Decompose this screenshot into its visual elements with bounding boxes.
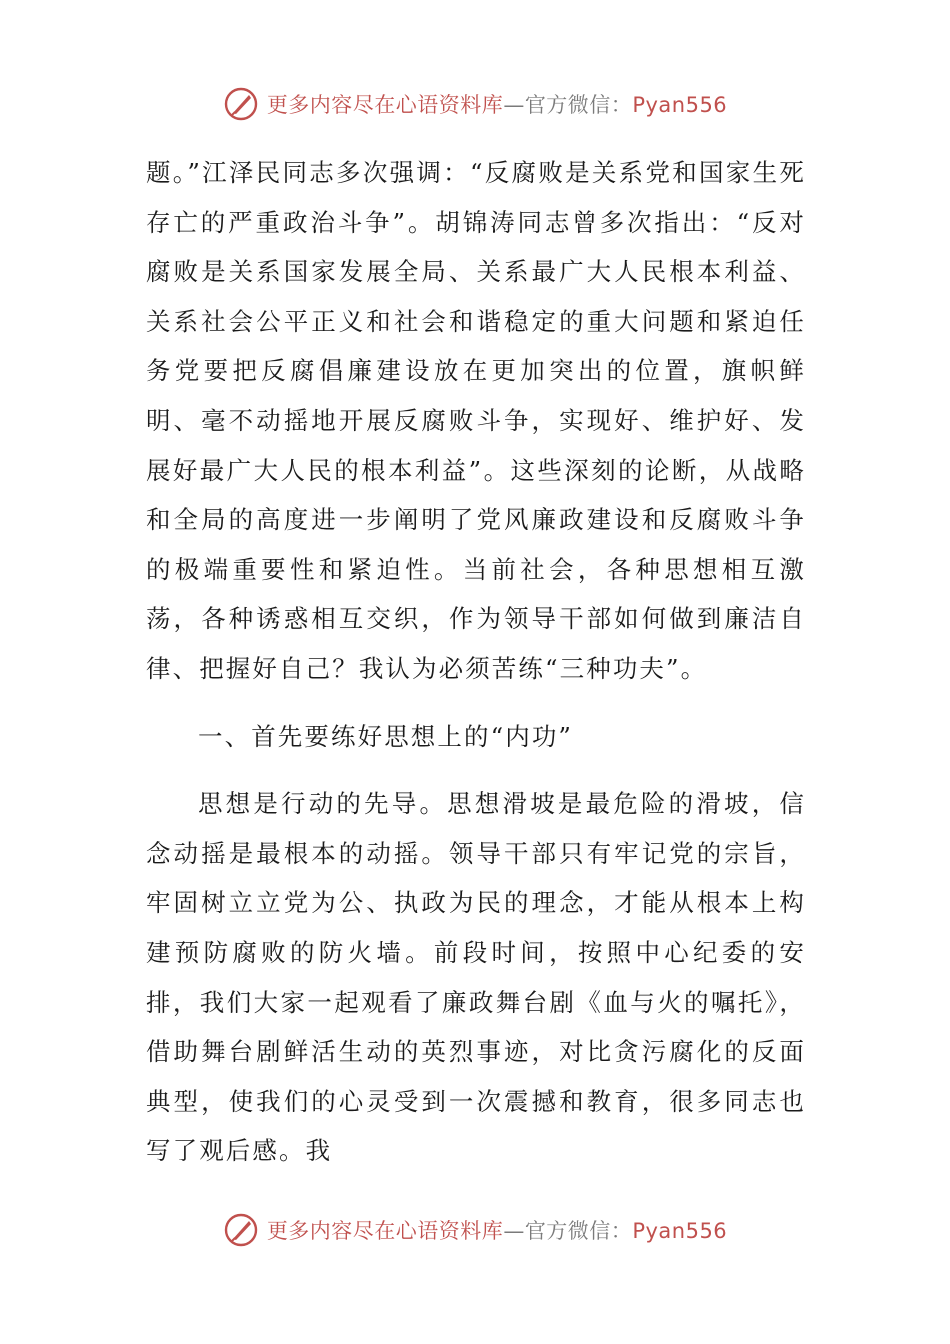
paragraph-2-line: 腐败的防火墙。前段时间，按照中心纪委的安排，我们大 [146, 937, 806, 1017]
header-banner [0, 82, 950, 126]
paragraph-1-line: 不动摇地开展反腐败斗争，实现好、维护好、发展好最广 [146, 405, 806, 485]
document-body [146, 148, 806, 1176]
paragraph-1-line: 对腐败是关系国家发展全局、关系最广大人民根本利益、 [146, 207, 806, 287]
paragraph-1-line: 我认为必须苦练“三种功夫”。 [358, 653, 708, 683]
paragraph-2-line: 树立立党为公、执政为民的理念，才能从根本上构建预防 [146, 888, 806, 967]
paragraph-1-line: 高度进一步阐明了党风廉政建设和反腐败斗争的极端重要 [146, 505, 806, 584]
section-heading: 一、首先要练好思想上的“内功” [198, 721, 574, 751]
footer-banner [0, 1208, 950, 1252]
footer-wechat-label: 官方微信： [524, 1219, 633, 1243]
paragraph-2-line: 的心灵受到一次震撼和教育，很多同志也写了观后感。我 [146, 1086, 806, 1166]
paragraph-2-line: 动摇是最根本的动摇。领导干部只有牢记党的宗旨，牢固 [146, 838, 806, 918]
paragraph-1-line: 性和紧迫性。当前社会，各种思想相互激荡，各种诱惑相 [146, 554, 806, 634]
footer-banner-text [267, 1215, 727, 1245]
header-brand: 更多内容尽在心语资料库 [266, 93, 504, 117]
paragraph-2-line: 家一起观看了廉政舞台剧《血与火的嘱托》，借助舞台剧 [146, 987, 807, 1067]
header-dash: — [503, 93, 525, 117]
paragraph-1-line: 死存亡的严重政治斗争”。胡锦涛同志曾多次指出：“反 [146, 158, 806, 237]
quill-logo-icon [223, 86, 259, 122]
paragraph-1-line: 题。”江泽民同志多次强调：“反腐败是关系党和国家生 [146, 158, 780, 187]
quill-logo-icon [223, 1212, 259, 1248]
paragraph-1-line: 大人民的根本利益”。这些深刻的论断，从战略和全局的 [146, 455, 806, 535]
paragraph-2-line: 思想是行动的先导。思想滑坡是最危险的滑坡，信念 [146, 789, 806, 868]
paragraph-1 [146, 148, 806, 694]
footer-dash: — [503, 1219, 525, 1243]
footer-wechat-id: Pyan556 [632, 1219, 728, 1243]
paragraph-1-line: 互交织，作为领导干部如何做到廉洁自律、把握好自己？ [146, 604, 807, 683]
paragraph-2 [146, 779, 806, 1176]
footer-brand: 更多内容尽在心语资料库 [266, 1219, 504, 1243]
paragraph-2-line: 鲜活生动的英烈事迹，对比贪污腐化的反面典型，使我们 [146, 1037, 807, 1116]
header-wechat-id: Pyan556 [632, 93, 728, 117]
header-wechat-label: 官方微信： [524, 93, 633, 117]
paragraph-1-line: 党要把反腐倡廉建设放在更加突出的位置，旗帜鲜明、毫 [146, 356, 806, 435]
header-banner-text [267, 89, 727, 119]
paragraph-1-line: 关系社会公平正义和社会和谐稳定的重大问题和紧迫任务 [146, 306, 806, 386]
